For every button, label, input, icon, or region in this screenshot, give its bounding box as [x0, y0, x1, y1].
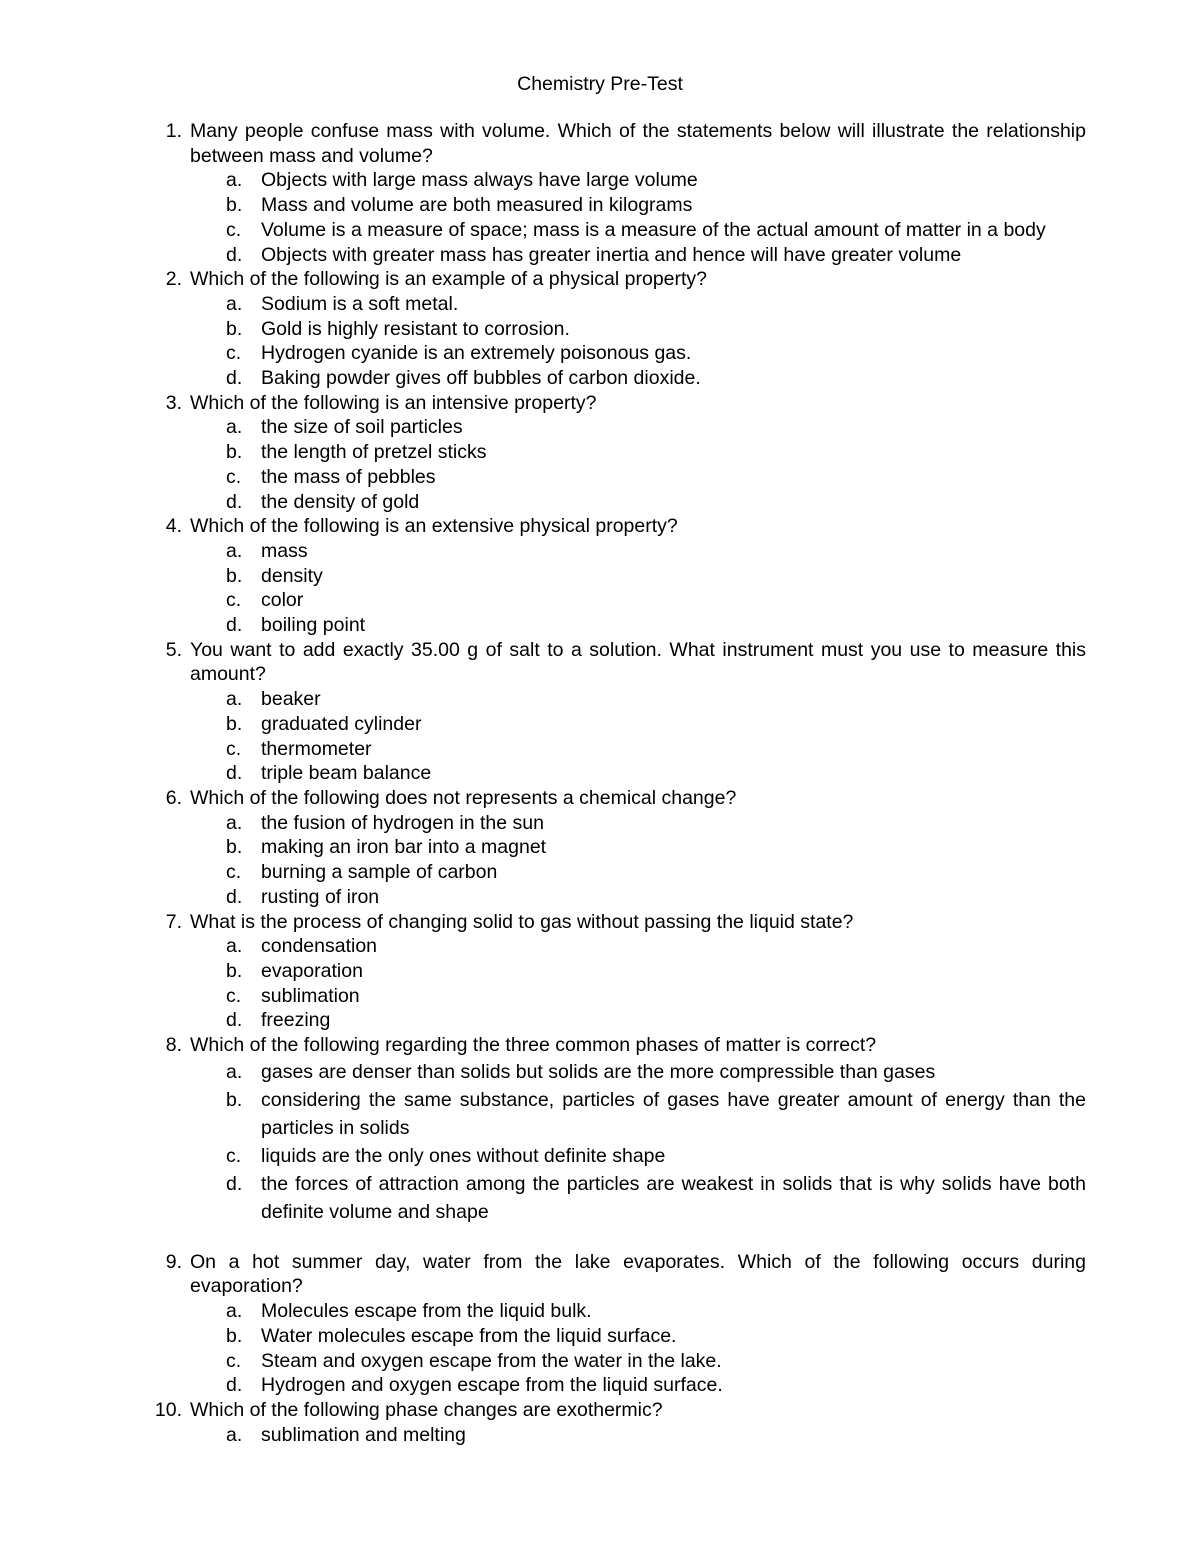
option-letter: d. — [226, 885, 243, 908]
option-text: evaporation — [261, 959, 363, 982]
option-text: Mass and volume are both measured in kilograms — [261, 194, 693, 217]
question-number: 1. — [165, 120, 182, 142]
option-b — [190, 835, 1086, 860]
option-d — [190, 366, 1086, 391]
question-list — [148, 119, 1086, 1447]
question-text: Which of the following does not represents a chemical change? — [190, 786, 737, 809]
option-letter: c. — [226, 861, 242, 884]
question-2 — [148, 267, 1086, 391]
option-letter: d. — [226, 762, 243, 785]
page-title: Chemistry Pre-Test — [517, 73, 683, 95]
option-d — [190, 1008, 1086, 1033]
option-letter: b. — [226, 441, 243, 464]
option-text: Gold is highly resistant to corrosion. — [261, 317, 570, 340]
option-letter: b. — [226, 712, 243, 735]
question-1 — [148, 119, 1086, 267]
question-7 — [148, 910, 1086, 1034]
option-a — [190, 687, 1086, 712]
option-letter: a. — [226, 169, 243, 192]
option-a — [190, 415, 1086, 440]
option-letter: b. — [226, 1324, 243, 1347]
option-list — [190, 687, 1086, 786]
question-number: 6. — [165, 786, 182, 809]
option-text: mass — [261, 539, 308, 562]
option-list — [190, 168, 1086, 267]
option-letter: d. — [226, 1374, 243, 1397]
question-text: On a hot summer day, water from the lake evaporates. Which of the following occurs during evaporation? — [190, 1250, 1086, 1298]
question-number: 3. — [165, 391, 182, 414]
question-8 — [148, 1033, 1086, 1226]
question-10 — [148, 1398, 1086, 1447]
question-number: 10. — [154, 1398, 182, 1421]
option-letter: b. — [226, 836, 243, 859]
blank-line — [148, 1226, 1086, 1250]
question-6 — [148, 786, 1086, 910]
option-c — [190, 1349, 1086, 1374]
question-text: Which of the following is an example of a physical property? — [190, 268, 708, 291]
option-letter: a. — [226, 688, 243, 711]
option-d — [190, 490, 1086, 515]
option-list — [190, 539, 1086, 638]
option-letter: c. — [226, 465, 242, 488]
option-text: gases are denser than solids but solids are the more compressible than gases — [261, 1060, 936, 1083]
option-b — [190, 1324, 1086, 1349]
option-text: burning a sample of carbon — [261, 861, 498, 884]
option-text: Baking powder gives off bubbles of carbon dioxide. — [261, 367, 701, 390]
option-b — [190, 959, 1086, 984]
option-text: boiling point — [261, 614, 366, 637]
option-b — [190, 440, 1086, 465]
question-text: Which of the following phase changes are exothermic? — [190, 1398, 663, 1421]
option-text: making an iron bar into a magnet — [261, 836, 547, 859]
option-text: Volume is a measure of space; mass is a measure of the actual amount of matter in a body — [261, 218, 1046, 241]
option-c — [190, 737, 1086, 762]
question-text: What is the process of changing solid to gas without passing the liquid state? — [190, 910, 854, 933]
question-number: 7. — [165, 910, 182, 933]
option-text: sublimation and melting — [261, 1423, 466, 1446]
option-letter: d. — [226, 243, 243, 266]
option-list — [190, 292, 1086, 391]
option-c — [190, 984, 1086, 1009]
option-letter: a. — [226, 1423, 243, 1446]
option-letter: a. — [226, 292, 243, 315]
option-a — [190, 1299, 1086, 1324]
option-text: considering the same substance, particles of gases have greater amount of energy than the particles in solids — [261, 1088, 1086, 1139]
option-letter: a. — [226, 935, 243, 958]
option-d — [190, 1373, 1086, 1398]
option-text: Hydrogen and oxygen escape from the liquid surface. — [261, 1374, 723, 1397]
option-a — [190, 1058, 1086, 1086]
option-b — [190, 317, 1086, 342]
option-text: Molecules escape from the liquid bulk. — [261, 1300, 592, 1323]
option-letter: c. — [226, 1349, 242, 1372]
option-letter: b. — [226, 564, 243, 587]
option-letter: a. — [226, 1300, 243, 1323]
option-text: the length of pretzel sticks — [261, 441, 487, 464]
option-letter: b. — [226, 1088, 243, 1111]
option-d — [190, 613, 1086, 638]
option-text: triple beam balance — [261, 762, 432, 785]
option-text: Hydrogen cyanide is an extremely poisonous gas. — [261, 342, 692, 365]
option-text: Objects with large mass always have large volume — [261, 169, 698, 192]
option-list — [190, 415, 1086, 514]
option-letter: c. — [226, 737, 242, 760]
option-text: graduated cylinder — [261, 712, 422, 735]
option-list — [190, 811, 1086, 910]
option-letter: a. — [226, 416, 243, 439]
option-letter: a. — [226, 539, 243, 562]
option-letter: a. — [226, 1060, 243, 1083]
option-b — [190, 193, 1086, 218]
option-text: color — [261, 589, 304, 612]
question-text: Which of the following is an intensive property? — [190, 391, 597, 414]
question-5 — [148, 638, 1086, 786]
question-number: 4. — [165, 515, 182, 538]
option-c — [190, 218, 1086, 243]
option-a — [190, 811, 1086, 836]
option-a — [190, 1423, 1086, 1448]
option-b — [190, 1086, 1086, 1142]
option-list — [190, 1058, 1086, 1226]
option-d — [190, 885, 1086, 910]
option-letter: c. — [226, 589, 242, 612]
option-text: beaker — [261, 688, 321, 711]
option-letter: b. — [226, 959, 243, 982]
question-text: Which of the following is an extensive physical property? — [190, 515, 678, 538]
option-text: the mass of pebbles — [261, 465, 436, 488]
option-c — [190, 341, 1086, 366]
option-list — [190, 1299, 1086, 1398]
question-text: You want to add exactly 35.00 g of salt to a solution. What instrument must you use to measure this amount? — [190, 638, 1086, 686]
option-text: rusting of iron — [261, 885, 380, 908]
option-letter: d. — [226, 490, 243, 513]
option-letter: b. — [226, 317, 243, 340]
option-c — [190, 860, 1086, 885]
option-d — [190, 243, 1086, 268]
option-c — [190, 588, 1086, 613]
option-a — [190, 292, 1086, 317]
option-c — [190, 465, 1086, 490]
option-a — [190, 539, 1086, 564]
option-letter: d. — [226, 367, 243, 390]
question-4 — [148, 514, 1086, 638]
option-text: condensation — [261, 935, 378, 958]
question-number: 8. — [165, 1034, 182, 1057]
option-text: the size of soil particles — [261, 416, 463, 439]
option-text: Sodium is a soft metal. — [261, 292, 459, 315]
option-text: thermometer — [261, 737, 372, 760]
option-letter: c. — [226, 218, 242, 241]
question-9 — [148, 1250, 1086, 1398]
option-d — [190, 761, 1086, 786]
question-3 — [148, 391, 1086, 515]
option-text: density — [261, 564, 323, 587]
question-number: 5. — [165, 638, 182, 661]
question-number: 2. — [165, 268, 182, 291]
option-text: freezing — [261, 1009, 331, 1032]
option-text: sublimation — [261, 984, 360, 1007]
option-letter: a. — [226, 811, 243, 834]
option-text: the fusion of hydrogen in the sun — [261, 811, 544, 834]
option-text: the forces of attraction among the particles are weakest in solids that is why solids have both definite volume and shape — [261, 1172, 1086, 1223]
question-number: 9. — [165, 1250, 182, 1273]
option-text: Objects with greater mass has greater inertia and hence will have greater volume — [261, 243, 962, 266]
option-text: Water molecules escape from the liquid surface. — [261, 1324, 677, 1347]
option-text: Steam and oxygen escape from the water in the lake. — [261, 1349, 722, 1372]
option-d — [190, 1170, 1086, 1226]
option-b — [190, 712, 1086, 737]
option-list — [190, 934, 1086, 1033]
option-letter: c. — [226, 984, 242, 1007]
option-b — [190, 564, 1086, 589]
option-letter: c. — [226, 1144, 242, 1167]
option-letter: b. — [226, 194, 243, 217]
option-text: liquids are the only ones without definite shape — [261, 1144, 666, 1167]
option-a — [190, 934, 1086, 959]
option-a — [190, 168, 1086, 193]
option-letter: d. — [226, 1009, 243, 1032]
option-text: the density of gold — [261, 490, 420, 513]
option-letter: d. — [226, 1172, 243, 1195]
option-c — [190, 1142, 1086, 1170]
question-text: Many people confuse mass with volume. Which of the statements below will illustrate the relationship between mass and volume? — [190, 120, 1086, 167]
option-letter: c. — [226, 342, 242, 365]
question-text: Which of the following regarding the three common phases of matter is correct? — [190, 1034, 877, 1057]
option-list — [190, 1423, 1086, 1448]
option-letter: d. — [226, 614, 243, 637]
